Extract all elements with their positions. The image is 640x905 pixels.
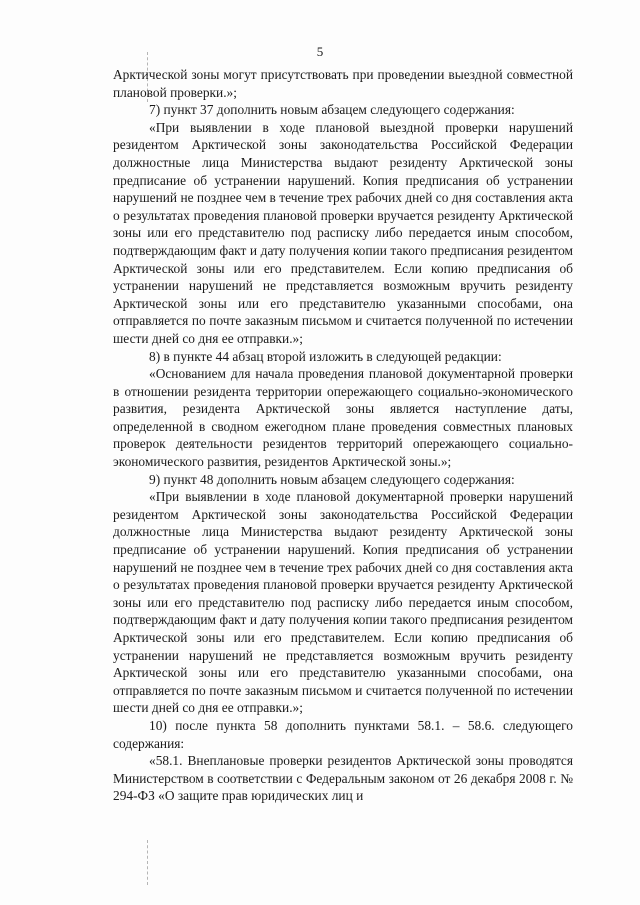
paragraph-quote-44: «Основанием для начала проведения плановой документарной проверки в отношении резидента территории опережающего социально-экономического развития, резидента Арктической зоны является наступление даты, определенной в сводном ежегодном плане проведения совместных плановых проверок деятельности резидентов территорий опережающего социально-экономического развития, резидентов Арктической зоны.»; [113,366,573,470]
document-body [113,66,573,805]
paragraph-quote-37: «При выявлении в ходе плановой выездной проверки нарушений резидентом Арктической зоны законодательства Российской Федерации должностные лица Министерства выдают резиденту Арктической зоны предписание об устранении нарушений. Копия предписания об устранении нарушений не позднее чем в течение трех рабочих дней со дня составления акта о результатах проведения плановой проверки вручается резиденту Арктической зоны или его представителю под расписку либо передается иным способом, подтверждающим факт и дату получения копии такого предписания резидентом Арктической зоны или его представителем. Если копию предписания об устранении нарушений не представляется возможным вручить резиденту Арктической зоны или его представителю указанными способами, она отправляется по почте заказным письмом и считается полученной по истечении шести дней со дня ее отправки.»; [113,119,573,346]
page-number: 5 [316,44,324,59]
paragraph-item-8: 8) в пункте 44 абзац второй изложить в следующей редакции: [149,348,502,364]
paragraph-item-7: 7) пункт 37 дополнить новым абзацем следующего содержания: [149,102,515,118]
binding-margin-mark-bottom [147,840,149,885]
paragraph-quote-48: «При выявлении в ходе плановой документарной проверки нарушений резидентом Арктической зоны законодательства Российской Федерации должностные лица Министерства выдают резиденту Арктической зоны предписание об устранении нарушений. Копия предписания об устранении нарушений не позднее чем в течение трех рабочих дней со дня составления акта о результатах проведения плановой проверки вручается резиденту Арктической зоны или его представителю под расписку либо передается иным способом, подтверждающим факт и дату получения копии такого предписания резидентом Арктической зоны или его представителем. Если копию предписания об устранении нарушений не представляется возможным вручить резиденту Арктической зоны или его представителю указанными способами, она отправляется по почте заказным письмом и считается полученной по истечении шести дней со дня ее отправки.»; [113,489,573,716]
paragraph-item-9: 9) пункт 48 дополнить новым абзацем следующего содержания: [149,471,515,487]
paragraph-item-10: 10) после пункта 58 дополнить пунктами 58.1. – 58.6. следующего содержания: [113,717,573,751]
paragraph-continuation: Арктической зоны могут присутствовать при проведении выездной совместной плановой проверки.»; [113,67,573,100]
paragraph-quote-58-1: «58.1. Внеплановые проверки резидентов Арктической зоны проводятся Министерством в соответствии с Федеральным законом от 26 декабря 2008 г. № 294-ФЗ «О защите прав юридических лиц и [113,753,573,804]
